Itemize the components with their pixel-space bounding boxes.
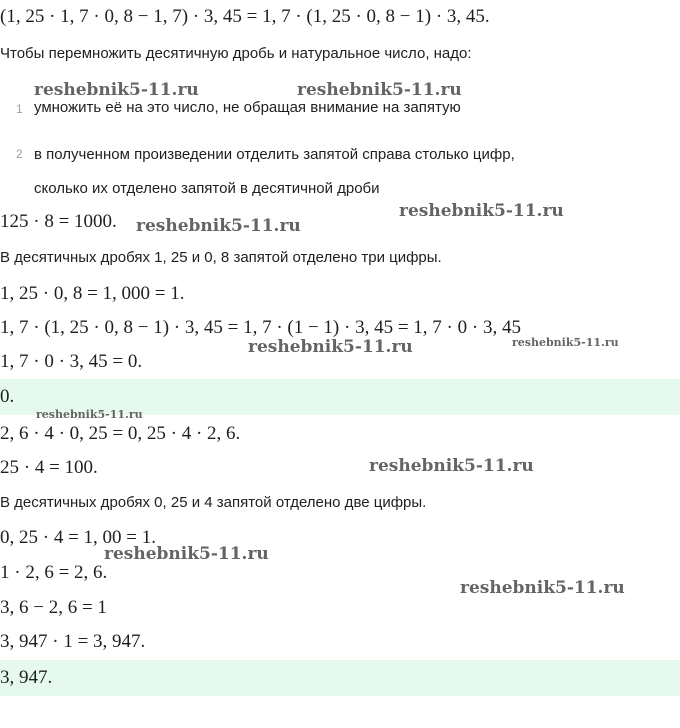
explanation-text: В десятичных дробях 1, 25 и 0, 8 запятой отделено три цифры.	[0, 249, 442, 266]
equation-line: 1, 7 · 0 · 3, 45 = 0.	[0, 351, 143, 372]
watermark: reshebnik5-11.ru	[369, 456, 534, 476]
answer-highlight	[0, 660, 680, 696]
equation-line: (1, 25 · 1, 7 · 0, 8 − 1, 7) · 3, 45 = 1, 7 · (1, 25 · 0, 8 − 1) · 3, 45.	[0, 6, 490, 27]
equation-line: 3, 947 · 1 = 3, 947.	[0, 631, 146, 652]
watermark: reshebnik5-11.ru	[460, 578, 625, 598]
explanation-text: В десятичных дробях 0, 25 и 4 запятой отделено две цифры.	[0, 494, 427, 511]
watermark: reshebnik5-11.ru	[248, 337, 413, 357]
watermark: reshebnik5-11.ru	[297, 80, 462, 100]
answer-text: 0.	[0, 386, 15, 407]
equation-line: 0, 25 · 4 = 1, 00 = 1.	[0, 527, 157, 548]
watermark: reshebnik5-11.ru	[399, 201, 564, 221]
rule-step-text: в полученном произведении отделить запятой справа столько цифр,	[34, 146, 515, 163]
watermark: reshebnik5-11.ru	[104, 544, 269, 564]
equation-line: 2, 6 · 4 · 0, 25 = 0, 25 · 4 · 2, 6.	[0, 423, 241, 444]
watermark: reshebnik5-11.ru	[512, 336, 619, 349]
equation-line: 1 · 2, 6 = 2, 6.	[0, 562, 108, 583]
watermark: reshebnik5-11.ru	[136, 216, 301, 236]
rule-intro-text: Чтобы перемножить десятичную дробь и натуральное число, надо:	[0, 45, 472, 62]
rule-step-text: умножить её на это число, не обращая внимание на запятую	[34, 99, 461, 116]
equation-line: 125 · 8 = 1000.	[0, 211, 117, 232]
equation-line: 1, 25 · 0, 8 = 1, 000 = 1.	[0, 283, 185, 304]
equation-line: 3, 6 − 2, 6 = 1	[0, 597, 107, 618]
answer-text: 3, 947.	[0, 667, 53, 688]
watermark: reshebnik5-11.ru	[34, 80, 199, 100]
list-number: 2	[16, 147, 23, 161]
watermark: reshebnik5-11.ru	[36, 408, 143, 421]
list-number: 1	[16, 102, 23, 116]
equation-line: 25 · 4 = 100.	[0, 457, 98, 478]
rule-step-text: сколько их отделено запятой в десятичной дроби	[34, 180, 380, 197]
equation-line: 1, 7 · (1, 25 · 0, 8 − 1) · 3, 45 = 1, 7 · (1 − 1) · 3, 45 = 1, 7 · 0 · 3, 45	[0, 317, 521, 338]
